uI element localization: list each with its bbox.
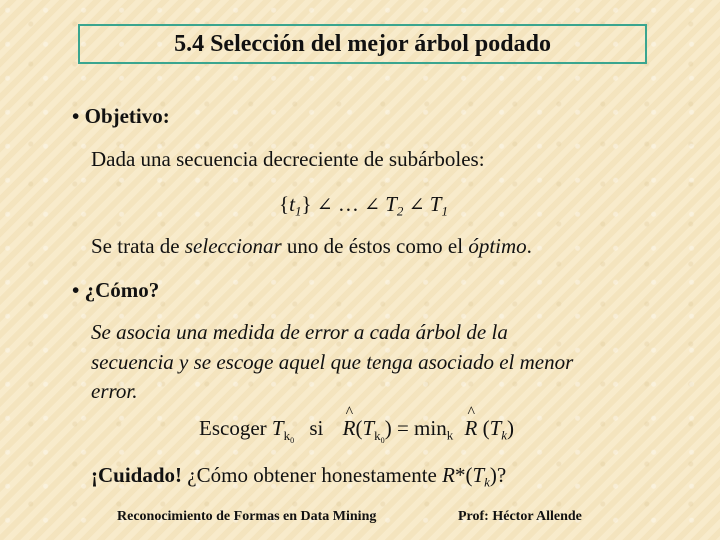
equals-min: ) = min — [384, 416, 447, 440]
k-sub: k — [484, 474, 490, 490]
angle-icon: ∠ — [364, 194, 380, 216]
open-brace: { — [279, 192, 290, 216]
star-paren: *( — [454, 463, 473, 487]
ellipsis: … — [337, 192, 359, 216]
angle-icon: ∠ — [316, 194, 333, 216]
sentence-pre: Se trata de — [91, 234, 185, 258]
T-var: T — [489, 416, 502, 440]
T-var: T — [271, 416, 284, 440]
how-text-1: Se asocia una medida de error a cada árbol de la — [91, 320, 508, 344]
how-text-line-1 — [91, 320, 508, 345]
bullet-icon: • — [72, 104, 80, 128]
angle-icon: ∠ — [408, 194, 425, 216]
title-box — [78, 24, 647, 64]
R-hat-symbol: ^ R — [343, 416, 356, 441]
R-hat-symbol: ^ R — [464, 416, 477, 441]
t-var: t — [289, 192, 295, 216]
slide-title: 5.4 Selección del mejor árbol podado — [174, 30, 551, 57]
objective-sentence — [91, 234, 532, 259]
k-sub: k — [283, 427, 291, 443]
objective-intro: Dada una secuencia decreciente de subárboles: — [91, 147, 485, 171]
si-word: si — [309, 416, 324, 440]
how-text-line-2 — [91, 350, 573, 375]
close-paren: ) — [507, 416, 515, 440]
T1-sub: 1 — [441, 203, 448, 219]
how-text-3: error. — [91, 379, 138, 403]
how-text-line-3 — [91, 379, 137, 404]
T-var: T — [362, 416, 375, 440]
sentence-mid: uno de éstos como el — [281, 234, 469, 258]
T-var: T — [429, 192, 442, 216]
T2-sub: 2 — [396, 203, 404, 219]
footer-course: Reconocimiento de Formas en Data Mining — [117, 509, 377, 524]
sequence-formula — [279, 192, 448, 217]
open-paren: ( — [482, 416, 490, 440]
how-label: ¿Cómo? — [84, 278, 160, 302]
k-sub: k — [501, 427, 508, 443]
zero-sub: 0 — [380, 435, 385, 445]
warning-line — [91, 463, 506, 488]
T-var: T — [385, 192, 397, 216]
k-sub: k — [446, 427, 454, 443]
objective-label: Objetivo: — [84, 104, 170, 128]
sentence-end: . — [526, 234, 532, 258]
zero-sub: 0 — [290, 435, 295, 445]
warning-text: ¿Cómo obtener honestamente — [182, 463, 443, 487]
escoger-word: Escoger — [199, 416, 272, 440]
sentence-emphasis-2: óptimo — [468, 234, 527, 258]
sentence-emphasis-1: seleccionar — [184, 234, 282, 258]
warning-label: ¡Cuidado! — [91, 463, 183, 487]
how-text-2: secuencia y se escoge aquel que tenga asociado el menor — [91, 350, 574, 374]
close-brace: } — [301, 192, 312, 216]
footer-author: Prof: Héctor Allende — [458, 509, 582, 524]
bullet-icon: • — [72, 278, 80, 302]
t-sub: 1 — [294, 203, 302, 219]
how-heading — [72, 278, 159, 303]
open-paren: ( — [355, 416, 363, 440]
R-var: R — [442, 463, 455, 487]
warning-end: )? — [489, 463, 507, 487]
selection-formula — [199, 416, 515, 445]
objective-heading — [72, 104, 170, 129]
T-var: T — [472, 463, 485, 487]
k-sub: k — [374, 427, 381, 443]
